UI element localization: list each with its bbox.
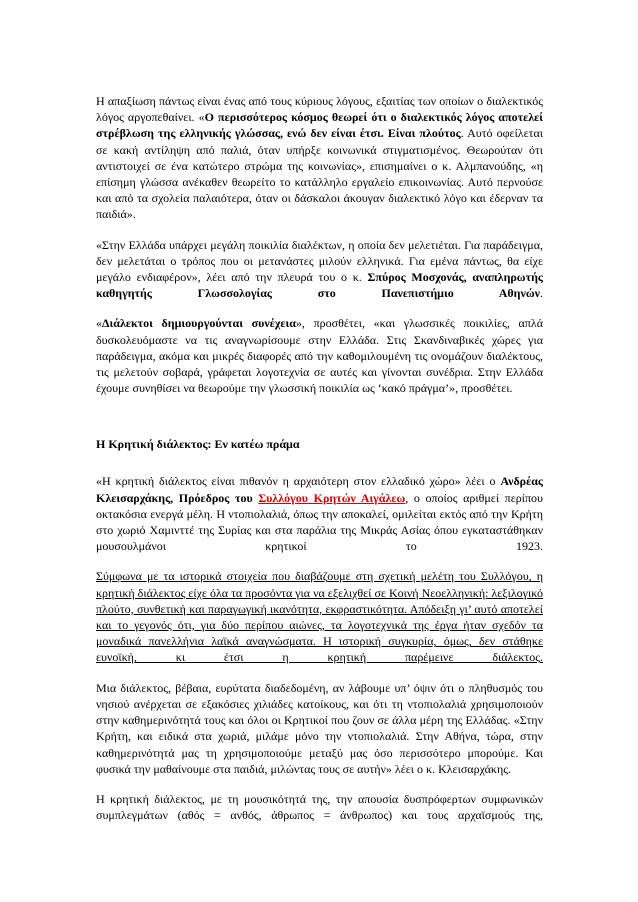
section-heading: Η Κρητική διάλεκτος: Εν κατέω πράμα (96, 437, 300, 452)
p2-text-c: . (540, 286, 543, 301)
paragraph-2 (96, 237, 543, 302)
p1-text-c: . Αυτό οφείλεται σε κακή αντίληψη από παλιά, όταν υπήρξε κοινωνικά στιγματισμένος. Θεωρούταν ότι αντιστοιχεί σε ένα κατώτερο στρώμα της κοινωνίας», επισημαίνει ο κ. Αλμπανούδης, «η επίσημη γλώσσα ανέκαθεν θεωρείτο το κατάλληλο εργαλείο επικοινωνίας. Αυτό περνούσε και από τα σχολεία παλαιότερα, όταν οι δάσκαλοι άκουγαν διαλεκτικό λόγο και έδερναν τα παιδιά». (96, 126, 543, 222)
p4-text-c: , ο οποίος αριθμεί περίπου οκτακόσια ενεργά μέλη. Η ντοπιολαλιά, όπως την αποκαλεί, ομιλείται εκτός από την Κρήτη στο χωριό Χαμινττέ της Συρίας και στα παράλια της Μικράς Ασίας όπου εγκαταστάθηκαν μουσουλμάνοι κρητικοί το 1923. (96, 490, 543, 554)
article-body (96, 93, 543, 837)
p4-text-a: «Η κρητική διάλεκτος είναι πιθανόν η αρχαιότερη στον ελλαδικό χώρο» λέει ο (96, 474, 501, 489)
p4-bold-name: Ανδρέας Κλεισαρχάκης, Πρόεδρος του (96, 474, 543, 505)
paragraph-6: Μια διάλεκτος, βέβαια, ευρύτατα διαδεδομένη, αν λάβουμε υπ’ όψιν ότι ο πληθυσμός του νησιού ανέρχεται σε εξακόσιες χιλιάδες κατοίκους, και ότι τη ντοπιολαλιά χρησιμοποιούν στην καθημερινότητά τους και όλοι οι Κρητικοί που ζουν σε άλλα μέρη της Ελλάδας. «Στην Κρήτη, και ειδικά στα χωριά, μιλάμε μόνο την ντοπιολαλιά. Στην Αθήνα, τώρα, στην καθημερινότητά μας τη χρησιμοποιούμε μεταξύ μας όσο περισσότερο μπορούμε. Και φυσικά την μαθαίνουμε στα παιδιά, μιλώντας τους σε αυτήν» λέει ο κ. Κλεισαρχάκης. (96, 680, 543, 776)
p2-bold-name: Σπύρος Μοσχονάς, αναπληρωτής καθηγητής Γλωσσολογίας στο Πανεπιστήμιο Αθηνών (96, 270, 543, 301)
p3-text-a: « (96, 316, 102, 331)
p3-bold-quote: Διάλεκτοι δημιουργούνται συνέχεια (102, 316, 296, 331)
p2-text-a: «Στην Ελλάδα υπάρχει μεγάλη ποικιλία διαλέκτων, η οποία δεν μελετιέται. Για παράδειγμα, δεν μελετάται ο τρόπος που οι μετανάστες μιλούν ελληνικά. Για εμένα πάντως, θα είχε μεγάλο ενδιαφέρον», λέει από την πλευρά του ο κ. (96, 237, 543, 285)
association-link[interactable]: Συλλόγου Κρητών Αιγάλεω (258, 490, 406, 505)
p3-text-c: », προσθέτει, «και γλωσσικές ποικιλίες, απλά δυσκολευόμαστε να τις αναγνωρίσουμε στην Ελλάδα. Στις Σκανδιναβικές χώρες για παράδειγμα, ακόμα και μικρές διαφορές από την καθομιλουμένη τις ονομάζουν διαλέκτους, τις μελετούν σοβαρά, γράφεται λογοτεχνία σε αυτές και γίνονται συνέδρια. Στην Ελλάδα έχουμε συνηθίσει να θεωρούμε την γλωσσική ποικιλία ως ‘κακό πράγμα’», προσθέτει. (96, 316, 543, 396)
p1-bold-quote: Ο περισσότερος κόσμος θεωρεί ότι ο διαλεκτικός λόγος αποτελεί στρέβλωση της ελληνικής γλώσσας, ενώ δεν είναι έτσι. Είναι πλούτος (96, 110, 543, 141)
paragraph-7: Η κρητική διάλεκτος, με τη μουσικότητά της, την απουσία δυσπρόφερτων συμφωνικών συμπλεγμάτων (αθός = ανθός, άθρωπος = άνθρωπος) και τους αρχαϊσμούς της, (96, 791, 543, 823)
paragraph-4 (96, 473, 543, 554)
paragraph-5: Σύμφωνα με τα ιστορικά στοιχεία που διαβάζουμε στη σχετική μελέτη του Συλλόγου, η κρητική διάλεκτος είχε όλα τα προσόντα για να εξελιχθεί σε Κοινή Νεοελληνική: λεξιλογικό πλούτο, συνθετική και παραγωγική ικανότητα, εκφραστικότητα. Απόδειξη γι’ αυτό αποτελεί και το γεγονός ότι, για δύο περίπου αιώνες, τα λογοτεχνικά της έργα ήταν σχεδόν τα μοναδικά πανελλήνια λαϊκά αναγνώσματα. Η ιστορική συγκυρία, όμως, δεν στάθηκε ευνοϊκή, κι έτσι η κρητική παρέμεινε διάλεκτος. (96, 569, 543, 665)
p1-text-a: Η απαξίωση πάντως είναι ένας από τους κύριους λόγους, εξαιτίας των οποίων ο διαλεκτικός λόγος αργοπεθαίνει. « (96, 94, 543, 125)
paragraph-1 (96, 93, 543, 223)
paragraph-3 (96, 315, 543, 396)
